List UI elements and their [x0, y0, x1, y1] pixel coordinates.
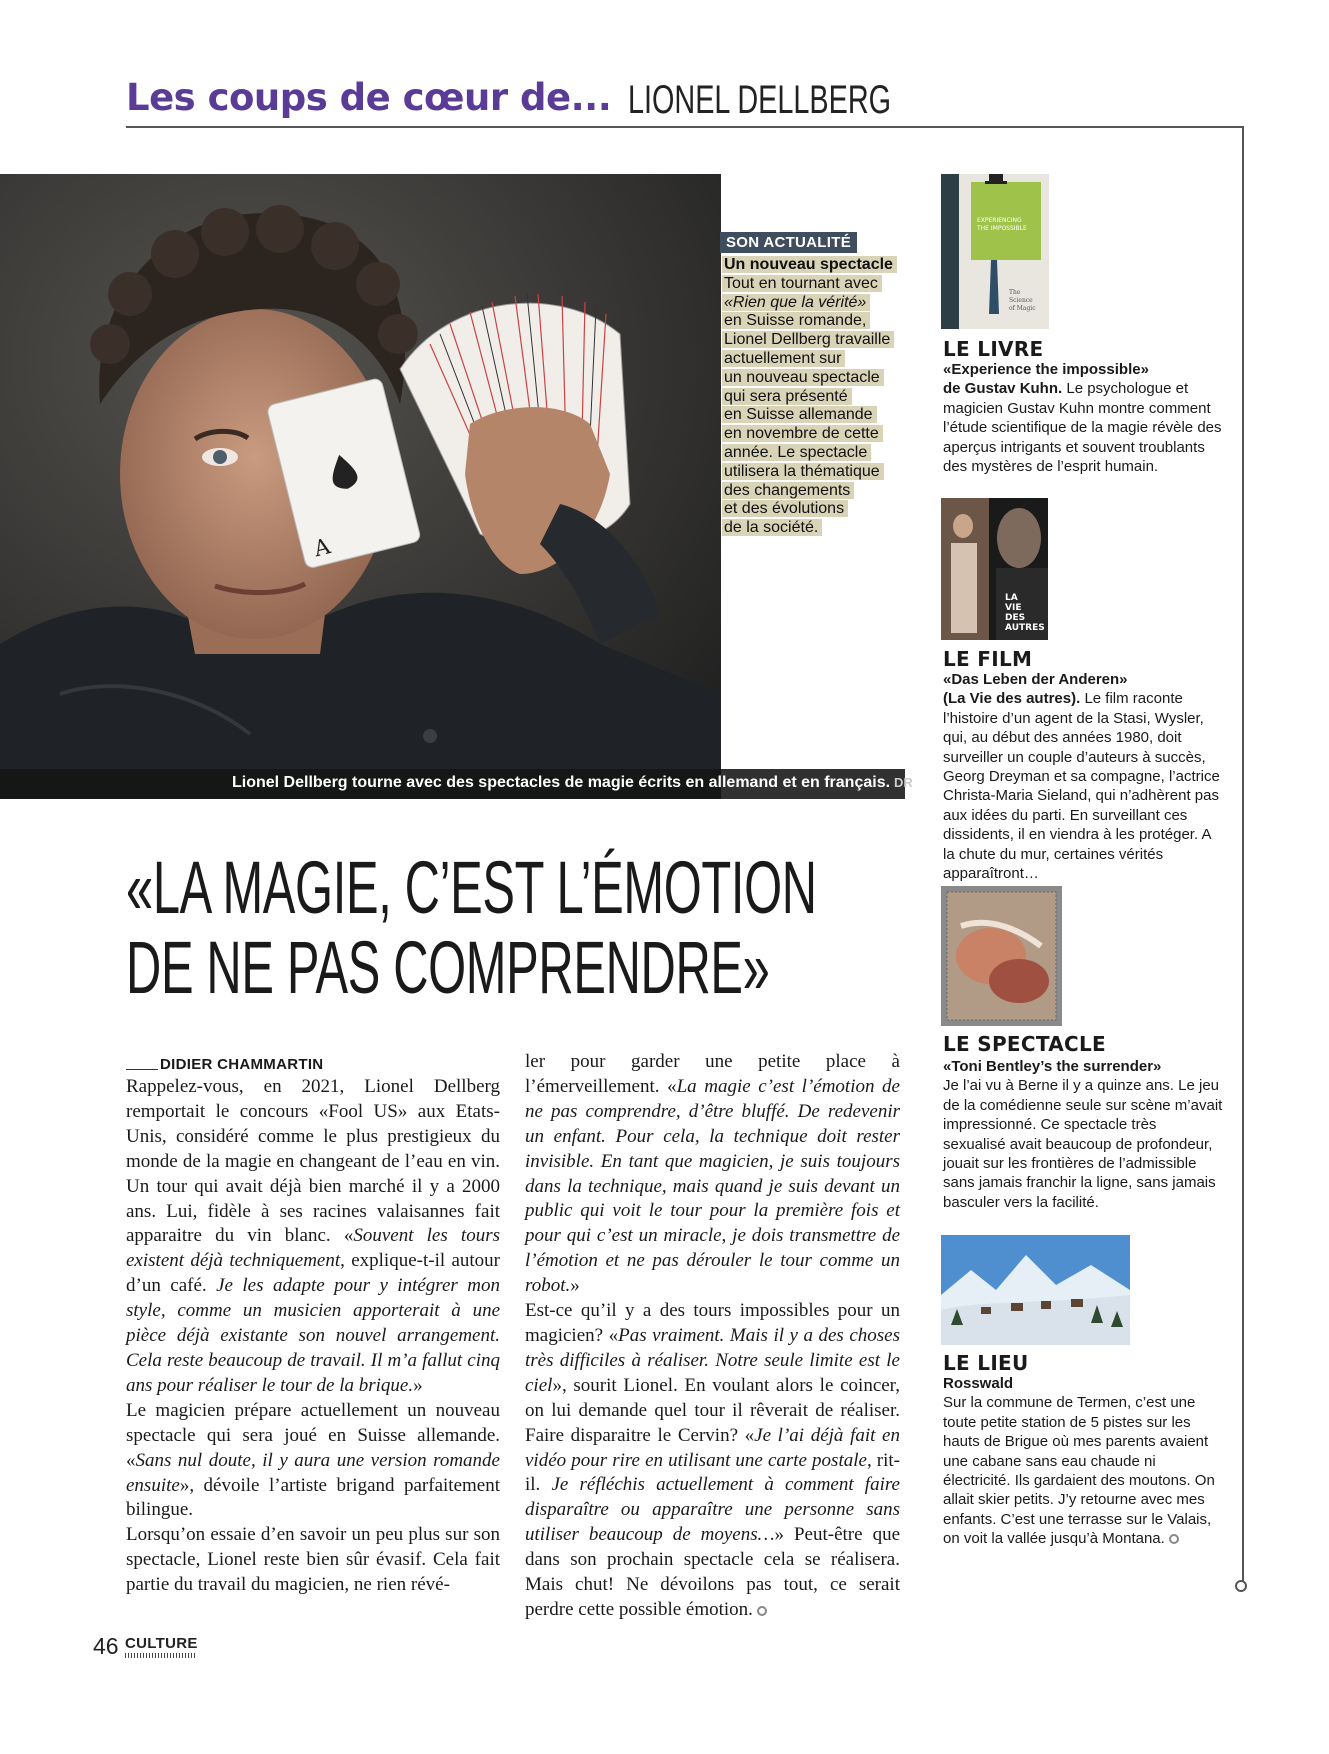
svg-text:DES: DES: [1005, 613, 1026, 623]
actualite-line: année. Le spectacle: [722, 444, 871, 461]
livre-work: «Experience the impossible»: [943, 361, 1149, 378]
quote-run: La magie c’est l’émotion de ne pas comprendre, d’être bluffé. De redevenir un enfant. Pour cela, la technique doit rester invisible. En tant que magicien, je suis toujours dans la technique, mais quand je suis devant un public qui voit le tour pour la première fois et pour qui c’est un miracle, je dois transmettre de l’émotion et ne pas dérouler le tour comme un robot.: [525, 1075, 900, 1297]
svg-text:A: A: [311, 534, 333, 563]
article-column-1: [126, 1075, 500, 1598]
headline-line-2: DE NE PAS COMPRENDRE»: [126, 926, 770, 1009]
actualite-line: en novembre de cette: [722, 425, 883, 442]
text-run: Est-ce qu’il y a des tours impossibles pour un magicien? «: [525, 1300, 900, 1346]
paragraph: [126, 1075, 500, 1399]
actualite-line: des changements: [722, 482, 854, 499]
photo-caption: [232, 774, 913, 792]
livre-body: [943, 360, 1223, 476]
headline-line-1: «LA MAGIE, C’EST L’ÉMOTION: [126, 846, 817, 929]
lieu-text: Sur la commune de Termen, c’est une toute petite station de 5 pistes sur les hauts de Brigue où mes parents avaient une cabane sans eau chaude ni électricité. Ils gardaient des moutons. On allait skier petits. J’y retourne avec mes enfants. C’est une terrasse sur le Valais, on voit la vallée jusqu’à Montana.: [943, 1394, 1215, 1548]
actualite-line: utilisera la thématique: [722, 463, 884, 480]
featured-person-name: LIONEL DELLBERG: [628, 78, 892, 122]
paragraph: [525, 1050, 900, 1299]
paragraph: [126, 1399, 500, 1524]
actualite-line: Tout en tournant avec: [722, 275, 882, 292]
spectacle-title: LE SPECTACLE: [943, 1032, 1107, 1056]
actualite-line: en Suisse allemande: [722, 406, 877, 423]
byline: DIDIER CHAMMARTIN: [160, 1056, 324, 1073]
svg-text:of Magic: of Magic: [1009, 305, 1036, 312]
quote-run: Je les adapte pour y intégrer mon style, comme un musicien apporterait à une pièce déjà existante son nouvel arrangement. Cela reste beaucoup de travail. Il m’a fallut cinq ans pour réaliser le tour de la brique.: [126, 1275, 500, 1396]
svg-text:Science: Science: [1009, 297, 1033, 304]
text-run: ler pour garder une petite place à l’émerveillement. «: [525, 1051, 900, 1097]
text-run: Le magicien prépare actuellement un nouveau spectacle qui sera joué en Suisse allemande. «: [126, 1399, 500, 1471]
text-run: », dévoile l’artiste brigand parfaitement bilingue.: [126, 1474, 500, 1521]
quote-run: Je l’ai déjà fait en vidéo pour rire en utilisant une carte postale: [525, 1424, 900, 1471]
text-run: »: [570, 1275, 580, 1297]
spectacle-image: [941, 886, 1062, 1026]
text-run: , explique-t-il autour d’un café.: [126, 1250, 500, 1297]
paragraph: [126, 1523, 500, 1598]
book-cover: [941, 174, 1049, 329]
rubric-label: CULTURE: [125, 1635, 198, 1652]
actualite-line: un nouveau spectacle: [722, 369, 884, 386]
film-work: «Das Leben der Anderen»: [943, 671, 1128, 688]
sidebar-rule: [1242, 126, 1244, 1581]
rule-end-circle: [1235, 1580, 1247, 1592]
text-run: , rit-il.: [525, 1449, 900, 1496]
caption-text: Lionel Dellberg tourne avec des spectacles de magie écrits en allemand et en français.: [232, 774, 891, 791]
film-poster: [941, 498, 1048, 640]
article-headline: [126, 848, 817, 1008]
svg-text:The: The: [1009, 289, 1021, 296]
lieu-work: Rosswald: [943, 1375, 1014, 1392]
actualite-line: Lionel Dellberg travaille: [722, 331, 894, 348]
lieu-photo: [941, 1235, 1130, 1345]
film-title: LE FILM: [943, 647, 1033, 671]
film-text: Le film raconte l’histoire d’un agent de la Stasi, Wysler, qui, au début des années 1980, doit surveiller un couple d’auteurs à succès, Georg Dreyman et sa compagne, l’actrice Christa-Maria Sieland, qui n’adhèrent pas aux idées du parti. En surveillant ces dissidents, il en viendra à les protéger. A la chute du mur, certaines vérités apparaîtront…: [943, 690, 1220, 883]
film-body: [943, 670, 1223, 883]
livre-author: de Gustav Kuhn.: [943, 380, 1063, 398]
actualite-line: en Suisse romande,: [722, 312, 870, 329]
svg-text:AUTRES: AUTRES: [1005, 623, 1045, 633]
actualite-line: «Rien que la vérité»: [722, 294, 870, 311]
quote-run: Pas vraiment. Mais il y a des choses très difficiles à réaliser. Notre seule limite est le ciel: [525, 1324, 900, 1396]
quote-run: Souvent les tours existent déjà techniquement: [126, 1225, 500, 1272]
spectacle-text: Je l’ai vu à Berne il y a quinze ans. Le jeu de la comédienne seule sur scène m’avait impressionné. Ce spectacle très sexualisé avait beaucoup de profondeur, jouait sur les frontières de l’admissible sans jamais franchir la ligne, sans jamais basculer vers la facilité.: [943, 1077, 1223, 1211]
end-mark-icon: [1169, 1534, 1179, 1544]
paragraph: [525, 1299, 900, 1623]
film-work-fr: (La Vie des autres).: [943, 690, 1081, 708]
book-cover-title: EXPERIENCING: [977, 217, 1022, 224]
quote-run: Sans nul doute, il y aura une version romande ensuite: [126, 1449, 500, 1496]
spectacle-body: [943, 1057, 1223, 1212]
actualite-line: et des évolutions: [722, 500, 848, 517]
article-column-2: [525, 1050, 900, 1623]
quote-run: Je réfléchis actuellement à comment faire disparaître ou apparaître une personne sans utiliser beaucoup de moyens…: [525, 1474, 900, 1546]
rubric-ticks: [125, 1653, 197, 1658]
svg-text:VIE: VIE: [1005, 603, 1022, 613]
text-run: »: [413, 1374, 423, 1396]
main-photo: [0, 174, 721, 799]
film-poster-title: LA: [1005, 593, 1018, 603]
actualite-line: qui sera présenté: [722, 388, 852, 405]
text-run: Rappelez-vous, en 2021, Lionel Dellberg remportait le concours «Fool US» aux Etats-Unis, considéré comme le plus prestigieux du monde de la magie en changeant de l’eau en vin. Un tour qui avait déjà bien marché il y a 2000 ans. Lui, fidèle à ses racines valaisannes fait apparaitre du vin blanc. «: [126, 1076, 500, 1247]
svg-text:THE IMPOSSIBLE: THE IMPOSSIBLE: [977, 225, 1027, 232]
byline-rule: [126, 1069, 158, 1070]
livre-text: Le psychologue et magicien Gustav Kuhn montre comment l’étude scientifique de la magie révèle des aperçus intrigants et souvent troublants des mystères de l’esprit humain.: [943, 380, 1222, 476]
actualite-body: [722, 256, 912, 538]
lieu-body: [943, 1374, 1223, 1549]
lieu-title: LE LIEU: [943, 1351, 1029, 1375]
text-run: », sourit Lionel. En voulant alors le coincer, on lui demande quel tour il rêverait de réaliser. Faire disparaitre le Cervin? «: [525, 1374, 900, 1446]
end-mark-icon: [757, 1606, 767, 1616]
photo-credit: DR: [894, 775, 913, 790]
livre-title: LE LIVRE: [943, 337, 1044, 361]
section-title: Les coups de cœur de...: [126, 76, 612, 119]
text-run: » Peut-être que dans son prochain spectacle cela se réalisera. Mais chut! Ne dévoilons pas tout, ce serait perdre cette possible émotion.: [525, 1524, 900, 1620]
text-run: Lorsqu’on essaie d’en savoir un peu plus sur son spectacle, Lionel reste bien sûr évasif. Cela fait partie du travail du magicien, ne rien révé-: [126, 1524, 500, 1596]
actualite-line: actuellement sur: [722, 350, 845, 367]
actualite-tag: SON ACTUALITÉ: [720, 232, 857, 253]
header-rule: [126, 126, 1243, 128]
actualite-heading: Un nouveau spectacle: [722, 256, 897, 273]
page-number: 46: [93, 1633, 119, 1659]
actualite-line: de la société.: [722, 519, 822, 536]
spectacle-work: «Toni Bentley’s the surrender»: [943, 1058, 1162, 1075]
